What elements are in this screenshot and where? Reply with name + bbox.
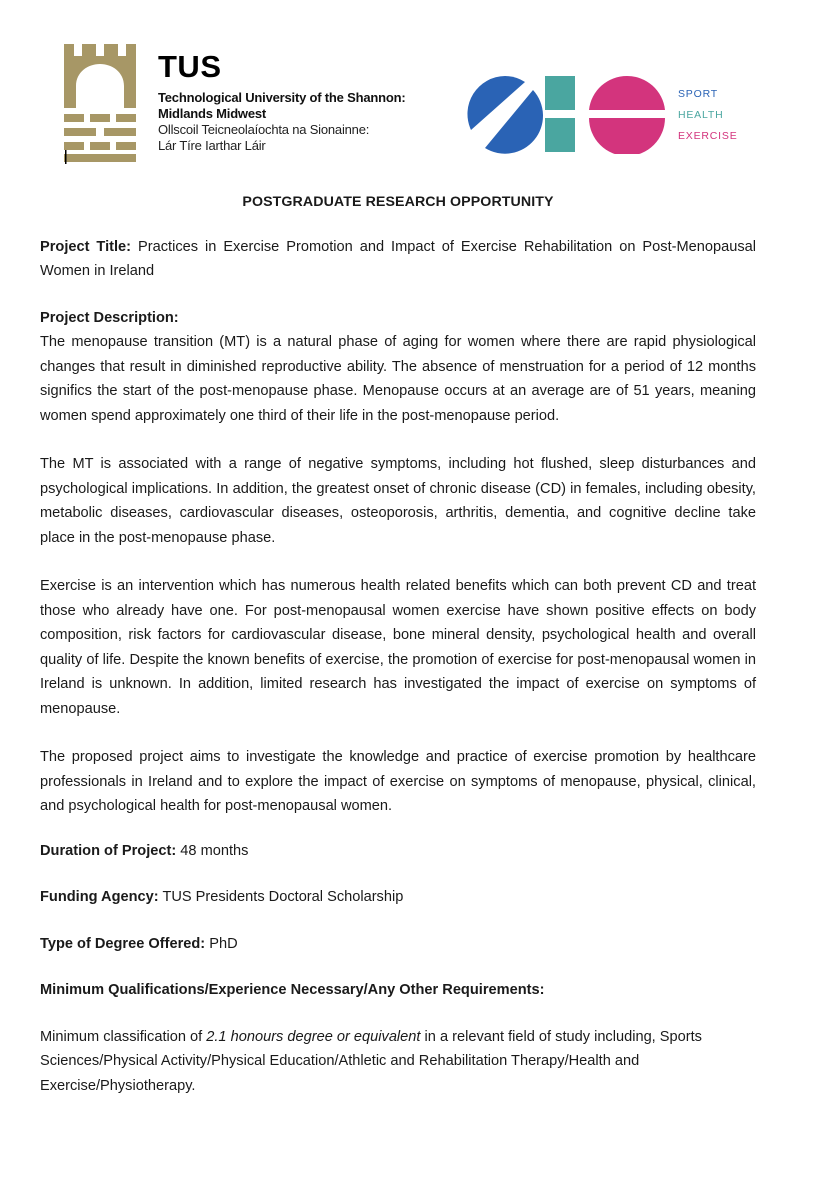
degree-value: PhD — [209, 935, 238, 952]
requirements-text — [40, 1025, 756, 1099]
duration-row — [40, 839, 756, 864]
tus-abbreviation: TUS — [158, 49, 222, 84]
funding-label: Funding Agency: — [40, 889, 159, 905]
she-mark-icon — [465, 74, 665, 154]
tus-name-irish-1: Ollscoil Teicneolaíochta na Sionainne: — [158, 122, 370, 137]
tus-castle-icon — [62, 42, 138, 166]
description-paragraph-2: The MT is associated with a range of negative symptoms, including hot flushed, sleep disturbances and psychological implications. In addition, the greatest onset of chronic disease (CD) in females, including obesity, metabolic diseases, cardiovascular diseases, osteoporosis, arthritis, dementia, and cognitive decline take place in the post-menopause phase. — [40, 456, 756, 546]
requirements-post: in a relevant field of study including, Sports Sciences/Physical Activity/Physical Education/Athletic and Rehabilitation Therapy/Health and Exercise/Physiotherapy. — [40, 1028, 702, 1094]
she-word-sport: SPORT — [678, 88, 718, 100]
document-heading: POSTGRADUATE RESEARCH OPPORTUNITY — [242, 194, 554, 210]
document-body — [40, 190, 756, 1120]
requirements-label-row — [40, 978, 756, 1003]
requirements-pre: Minimum classification of — [40, 1028, 203, 1045]
description-paragraph-3: Exercise is an intervention which has numerous health related benefits which can both prevent CD and treat those who already have one. For post-menopausal women exercise have shown positive effects on body composition, risk factors for cardiovascular disease, bone mineral density, psychological health and overall quality of life. Despite the known benefits of exercise, the promotion of exercise for post-menopausal women in Ireland is unknown. In addition, limited research has investigated the impact of exercise on symptoms of menopause. — [40, 578, 756, 717]
project-title-label: Project Title: — [40, 238, 132, 255]
requirements-label: Minimum Qualifications/Experience Necessary/Any Other Requirements: — [40, 982, 545, 998]
project-description-label: Project Description: — [40, 309, 179, 326]
requirements-emphasis: 2.1 honours degree or equivalent — [206, 1028, 421, 1045]
description-paragraph-1: The menopause transition (MT) is a natural phase of aging for women where there are rapid physiological changes that result in diminished reproductive ability. The absence of menstruation for a period of 12 months significs the start of the post-menopause phase. Menopause occurs at an average are of 51 years, meaning women spend approximately one third of their life in the post-menopause period. — [40, 334, 756, 424]
description-paragraph-4: The proposed project aims to investigate the knowledge and practice of exercise promotion by healthcare professionals in Ireland and to explore the impact of exercise on symptoms of menopause, physical, clinical, and psychological health for post-menopausal women. — [40, 749, 756, 814]
she-word-health: HEALTH — [678, 109, 724, 121]
she-logo — [465, 74, 765, 154]
tus-logo — [62, 42, 422, 167]
duration-label: Duration of Project: — [40, 842, 177, 859]
project-title-value: Practices in Exercise Promotion and Impact of Exercise Rehabilitation on Post-Menopausal Women in Ireland — [40, 238, 756, 279]
project-title-block — [40, 235, 756, 284]
tus-name-english-2: Midlands Midwest — [158, 106, 267, 121]
tus-name-english-1: Technological University of the Shannon: — [158, 90, 406, 105]
tus-name-irish-2: Lár Tíre Iarthar Láir — [158, 138, 266, 153]
degree-label: Type of Degree Offered: — [40, 935, 206, 952]
degree-row — [40, 932, 756, 957]
funding-value: TUS Presidents Doctoral Scholarship — [162, 889, 404, 905]
funding-row — [40, 885, 756, 910]
duration-value: 48 months — [180, 842, 249, 859]
she-word-exercise: EXERCISE — [678, 130, 738, 142]
